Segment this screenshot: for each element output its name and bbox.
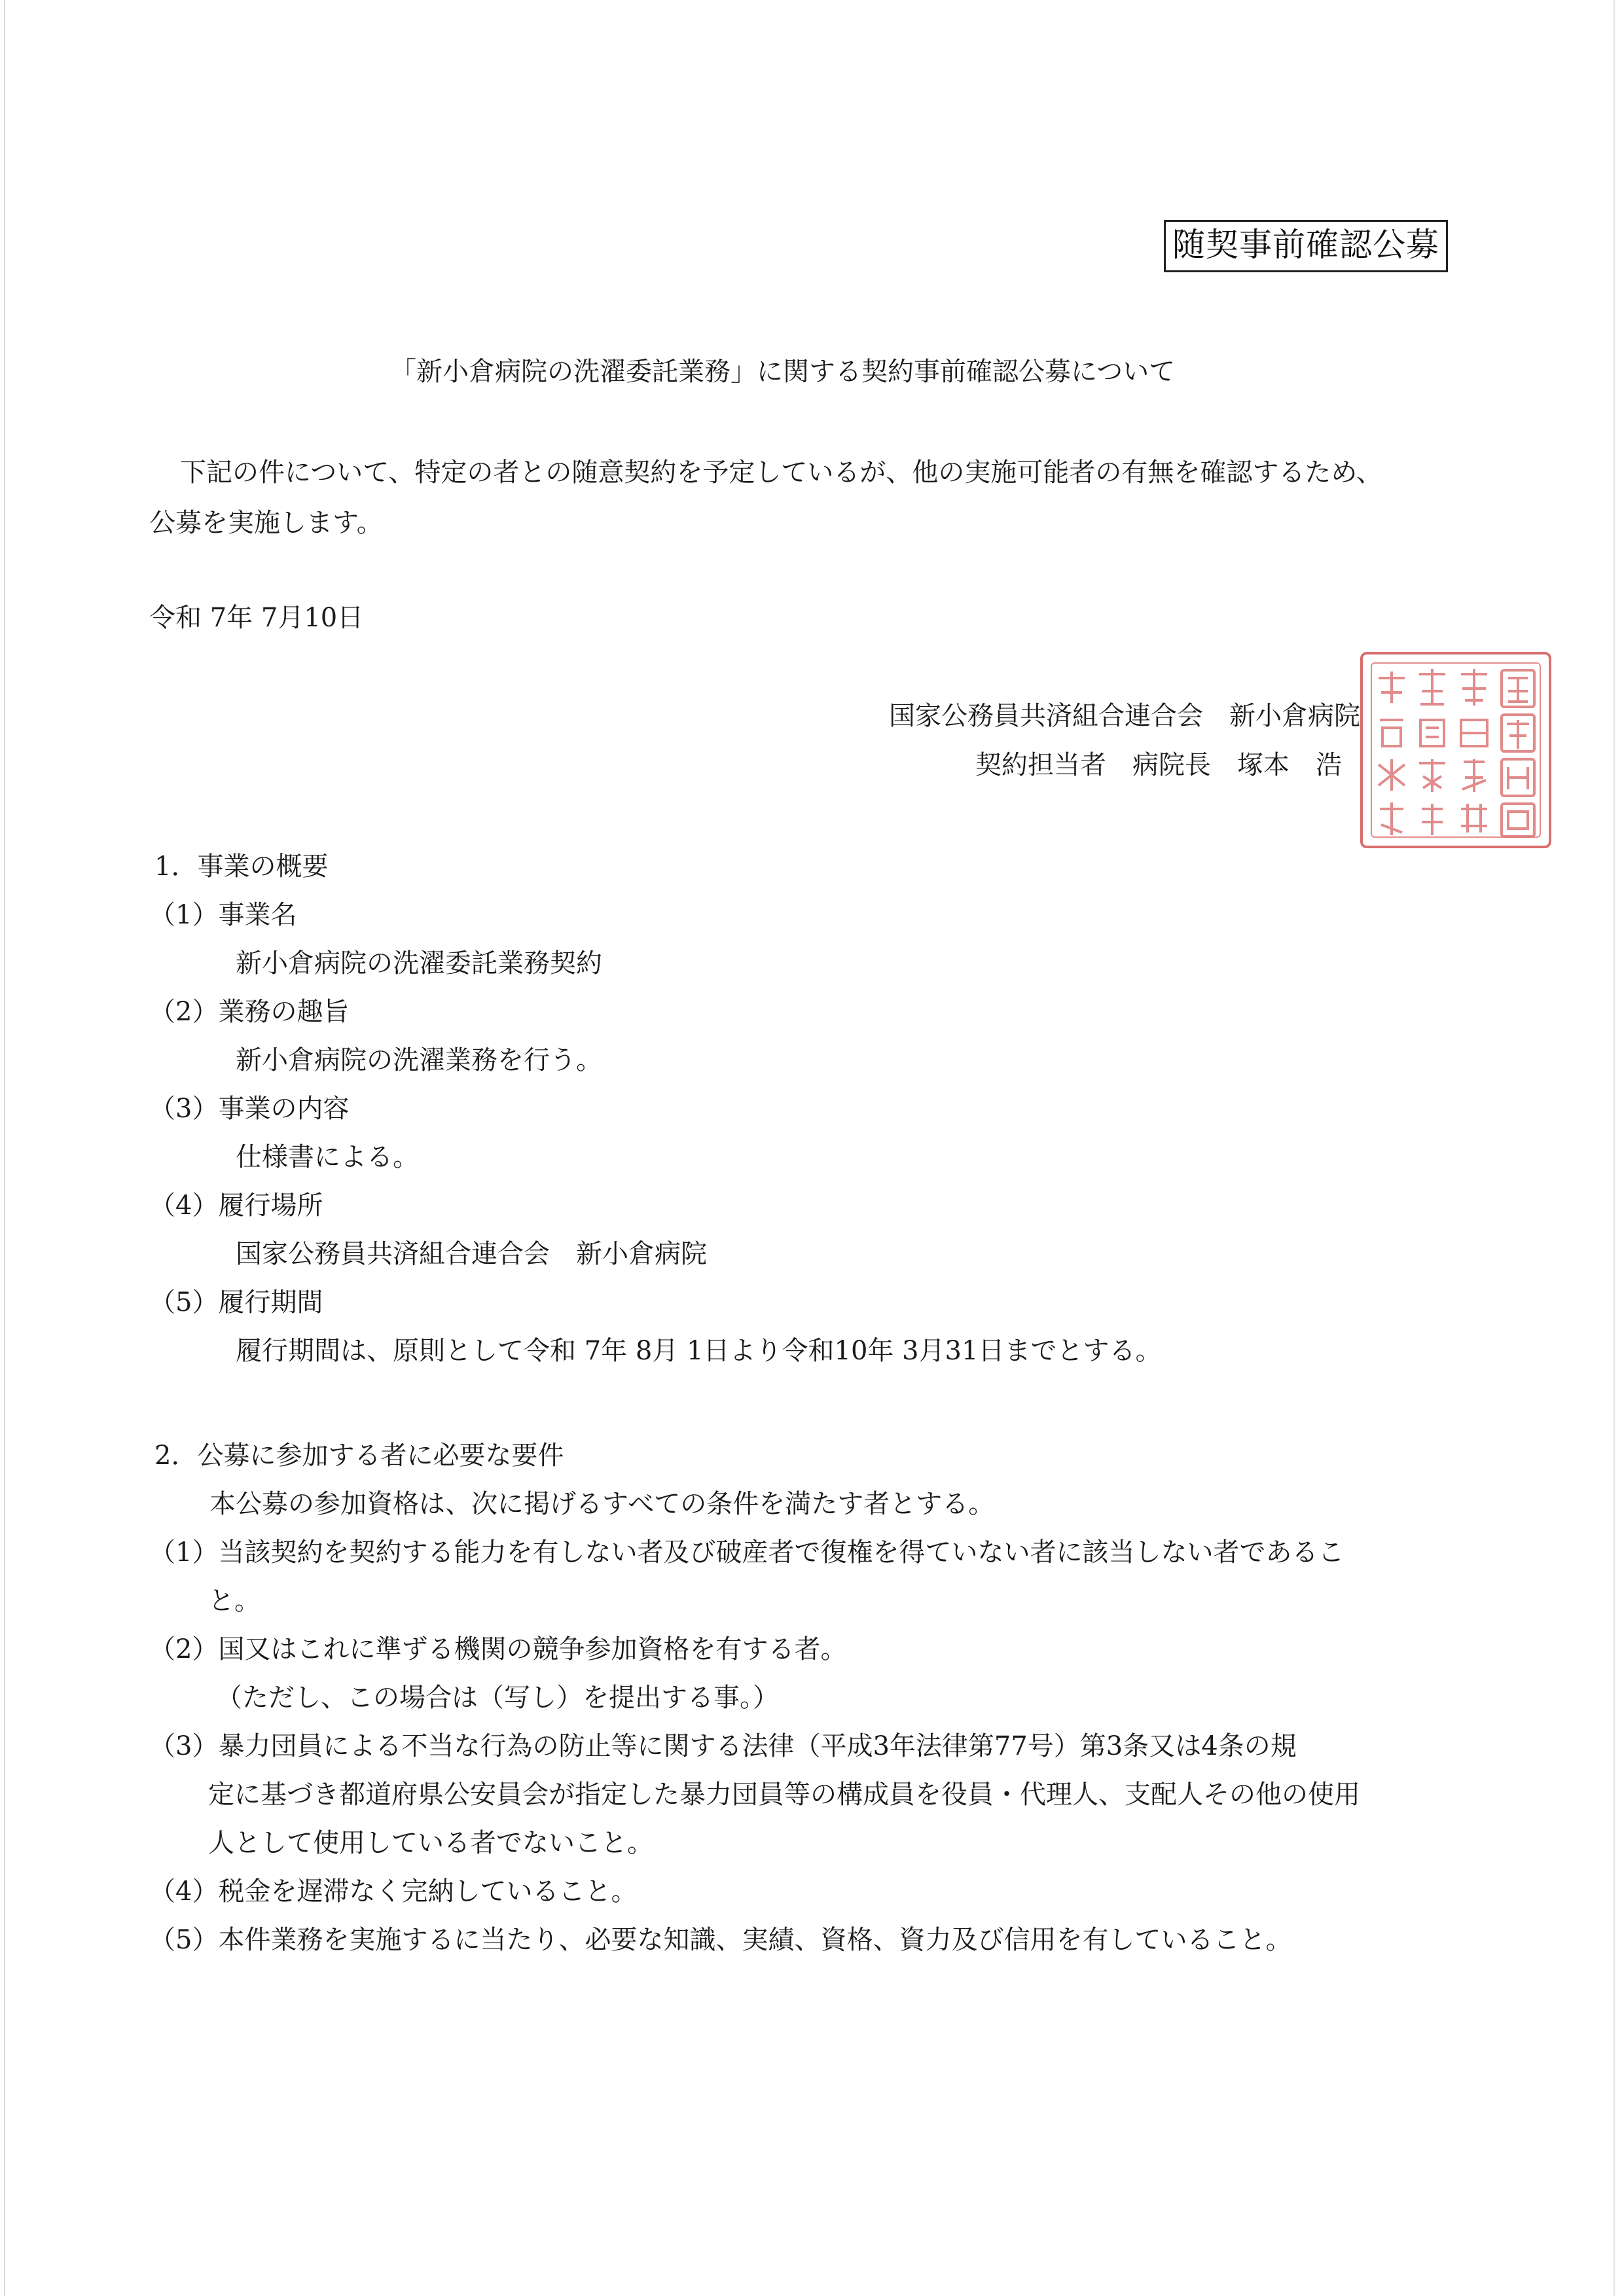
section-1-item-4-label: （4）履行場所 [149,1191,323,1221]
section-1-item-1-detail: 新小倉病院の洗濯委託業務契約 [236,948,602,978]
page-edge-left [4,0,5,2296]
section-2-item-4: （4）税金を遅滞なく完納していること。 [149,1876,638,1907]
seal-glyphs-icon [1363,655,1554,851]
section-1-item-1-label: （1）事業名 [149,900,297,930]
section-1-item-5-detail: 履行期間は、原則として令和 7年 8月 1日より令和10年 3月31日までとする。 [236,1336,1162,1366]
section-2-item-3-line-2: 定に基づき都道府県公安員会が指定した暴力団員等の構成員を役員・代理人、支配人その他の使用 [208,1780,1360,1810]
section-1-item-4-detail: 国家公務員共済組合連合会 新小倉病院 [236,1239,707,1269]
issuer-organization: 国家公務員共済組合連合会 新小倉病院 [889,701,1360,731]
official-seal-stamp [1360,652,1551,848]
section-1-item-3-label: （3）事業の内容 [149,1094,350,1124]
section-2-item-5: （5）本件業務を実施するに当たり、必要な知識、実績、資格、資力及び信用を有していること。 [149,1925,1292,1955]
section-1-heading: 1．事業の概要 [154,852,329,882]
issuer-signer: 契約担当者 病院長 塚本 浩 [975,750,1342,780]
section-2-item-3-line-3: 人として使用している者でないこと。 [208,1828,653,1858]
section-2-item-2-note: （ただし、この場合は（写し）を提出する事。） [216,1683,779,1713]
page-edge-right [1614,0,1615,2296]
section-1-item-2-label: （2）業務の趣旨 [149,997,350,1027]
section-1-item-2-detail: 新小倉病院の洗濯業務を行う。 [236,1045,602,1075]
section-1-item-3-detail: 仕様書による。 [236,1142,419,1172]
section-1-item-5-label: （5）履行期間 [149,1287,323,1318]
intro-line-2: 公募を実施します。 [149,508,383,538]
section-2-item-2-line-1: （2）国又はこれに準ずる機関の競争参加資格を有する者。 [149,1634,847,1664]
section-2-item-3-line-1: （3）暴力団員による不当な行為の防止等に関する法律（平成3年法律第77号）第3条又は4条の規 [149,1731,1297,1761]
section-2-heading: 2．公募に参加する者に必要な要件 [154,1441,564,1471]
document-category-tag: 随契事前確認公募 [1164,220,1448,272]
intro-line-1: 下記の件について、特定の者との随意契約を予定しているが、他の実施可能者の有無を確認するため、 [180,457,1382,488]
section-2-item-1-line-1: （1）当該契約を契約する能力を有しない者及び破産者で復権を得ていない者に該当しない者であるこ [149,1537,1344,1568]
section-2-item-1-line-2: と。 [208,1586,261,1616]
section-2-intro: 本公募の参加資格は、次に掲げるすべての条件を満たす者とする。 [209,1489,995,1519]
document-title: 「新小倉病院の洗濯委託業務」に関する契約事前確認公募について [390,357,1176,387]
issue-date: 令和 7年 7月10日 [149,603,364,633]
